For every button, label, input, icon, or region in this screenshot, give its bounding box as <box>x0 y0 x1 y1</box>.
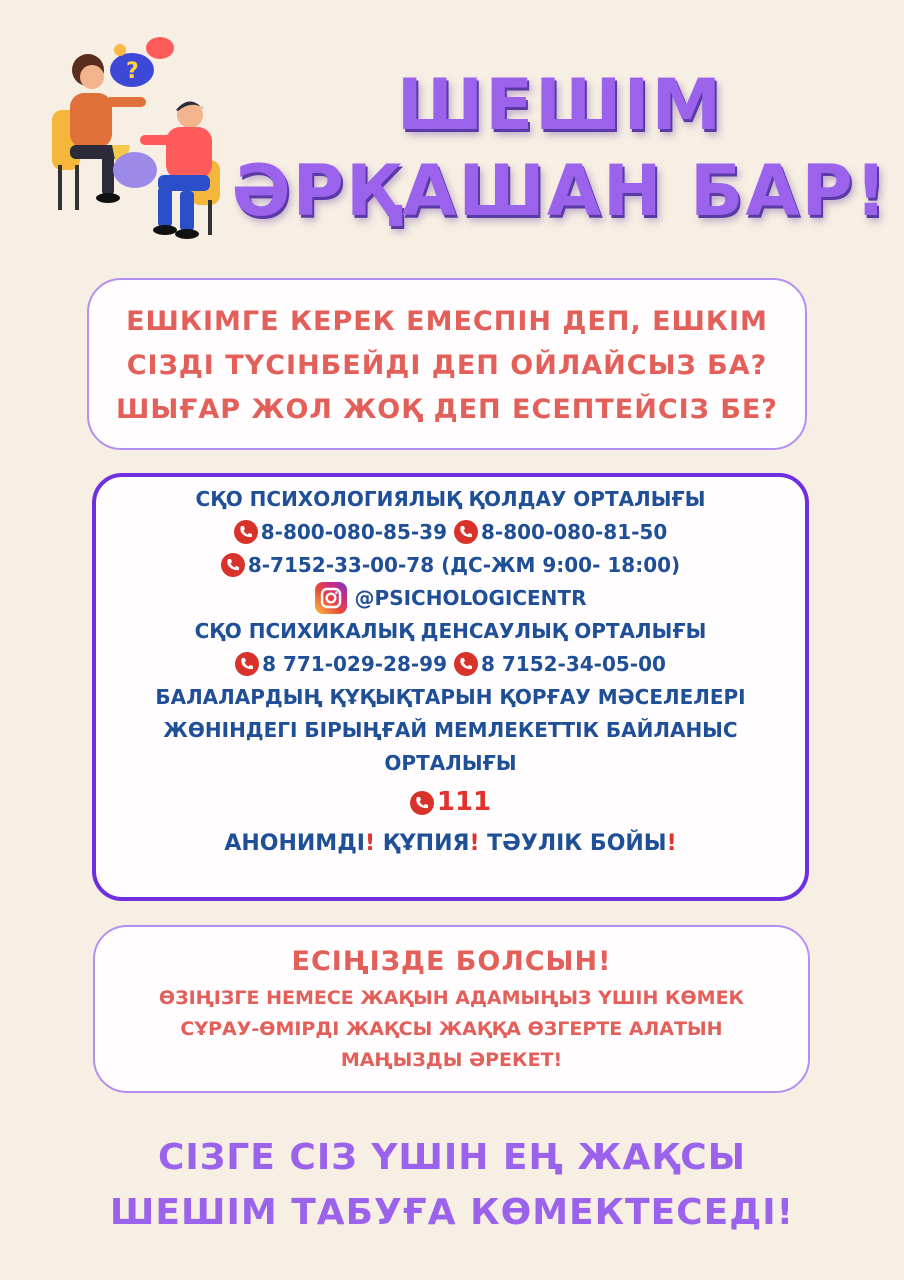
center1-phone3-row <box>96 549 805 582</box>
center2-name: СҚО ПСИХИКАЛЫҚ ДЕНСАУЛЫҚ ОРТАЛЫҒЫ <box>194 619 707 643</box>
question-line-2: СІЗДІ ТҮСІНБЕЙДІ ДЕП ОЙЛАЙСЫЗ БА? <box>126 350 768 381</box>
center3-name-line-1: БАЛАЛАРДЫҢ ҚҰҚЫҚТАРЫН ҚОРҒАУ МӘСЕЛЕЛЕРІ <box>155 685 746 709</box>
center3-name-line-2: ЖӨНІНДЕГІ БІРЫҢҒАЙ МЕМЛЕКЕТТІК БАЙЛАНЫС <box>163 718 738 742</box>
reminder-title: ЕСІҢІЗДЕ БОЛСЫН! <box>291 946 612 977</box>
closing-message <box>30 1130 874 1240</box>
phone-icon <box>454 652 478 676</box>
center1-phones-row <box>96 516 805 549</box>
center1-name: СҚО ПСИХОЛОГИЯЛЫҚ ҚОЛДАУ ОРТАЛЫҒЫ <box>195 487 706 511</box>
hotline-number[interactable]: 111 <box>436 787 492 817</box>
exclamation: ! <box>666 831 677 856</box>
reminder-line-2: СҰРАУ-ӨМІРДІ ЖАҚСЫ ЖАҚҚА ӨЗГЕРТЕ АЛАТЫН <box>180 1018 723 1040</box>
contacts-box <box>92 473 809 901</box>
center1-phone2[interactable]: 8-800-080-81-50 <box>480 520 668 544</box>
phone-icon <box>221 553 245 577</box>
instagram-handle[interactable]: @PSICHOLOGICENTR <box>354 586 587 610</box>
center2-phone2[interactable]: 8 7152-34-05-00 <box>480 652 666 676</box>
exclamation: ! <box>364 831 376 856</box>
closing-line-2: ШЕШІМ ТАБУҒА КӨМЕКТЕСЕДІ! <box>109 1192 795 1233</box>
hotline-row <box>96 782 805 822</box>
page-title <box>230 62 890 234</box>
phone-icon <box>410 791 434 815</box>
instagram-row <box>96 582 805 615</box>
center1-phone3[interactable]: 8-7152-33-00-78 (ДС-ЖМ 9:00- 18:00) <box>247 553 681 577</box>
center3-name-line-3: ОРТАЛЫҒЫ <box>384 751 517 775</box>
question-box <box>87 278 807 450</box>
center2-phones-row <box>96 648 805 681</box>
svg-text:?: ? <box>126 59 139 84</box>
reminder-box <box>93 925 810 1093</box>
center2-phone1[interactable]: 8 771-029-28-99 <box>262 652 448 676</box>
reminder-line-3: МАҢЫЗДЫ ӘРЕКЕТ! <box>340 1049 563 1071</box>
instagram-icon <box>315 582 347 614</box>
title-line-2: ӘРҚАШАН БАР! <box>231 150 889 232</box>
center1-phone1[interactable]: 8-800-080-85-39 <box>260 520 448 544</box>
anon-word-1: АНОНИМДІ <box>224 831 365 856</box>
exclamation: ! <box>469 831 480 856</box>
phone-icon <box>234 520 258 544</box>
anonymity-line <box>96 826 805 862</box>
question-line-3: ШЫҒАР ЖОЛ ЖОҚ ДЕП ЕСЕПТЕЙСІЗ БЕ? <box>116 394 778 425</box>
reminder-line-1: ӨЗІҢІЗГЕ НЕМЕСЕ ЖАҚЫН АДАМЫҢЫЗ ҮШІН КӨМЕК <box>158 987 745 1009</box>
anon-word-3: ТӘУЛІК БОЙЫ <box>487 831 667 856</box>
anon-word-2: ҚҰПИЯ <box>382 831 470 856</box>
phone-icon <box>235 652 259 676</box>
question-line-1: ЕШКІМГЕ КЕРЕК ЕМЕСПІН ДЕП, ЕШКІМ <box>126 306 768 337</box>
closing-line-1: СІЗГЕ СІЗ ҮШІН ЕҢ ЖАҚСЫ <box>157 1137 747 1178</box>
title-line-1: ШЕШІМ <box>396 64 724 146</box>
phone-icon <box>454 520 478 544</box>
